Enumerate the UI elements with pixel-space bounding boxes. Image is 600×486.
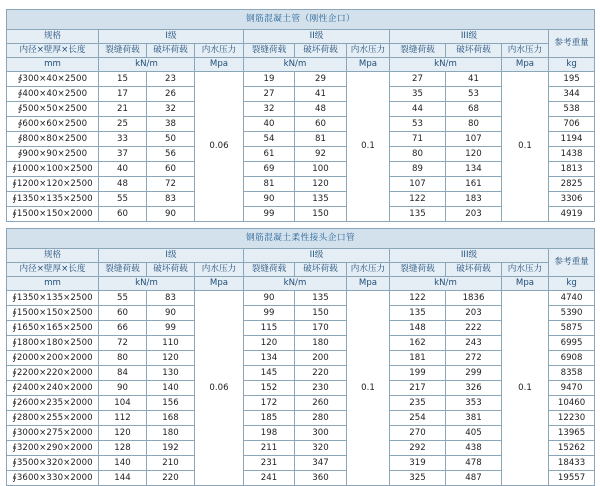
crack-load-cell: 134 [244,351,295,366]
failure-load-header: 破坏荷载 [446,263,502,277]
spec-cell: ∮1800×180×2500 [7,336,99,351]
crack-load-cell: 44 [390,102,446,117]
crack-load-header: 裂缝荷载 [390,263,446,277]
crack-load-cell: 145 [244,366,295,381]
crack-load-cell: 270 [390,426,446,441]
crack-load-cell: 72 [99,336,147,351]
failure-load-cell: 41 [295,87,347,102]
failure-load-cell: 326 [446,381,502,396]
water-pressure-cell: 0.06 [195,72,244,222]
spec-cell: ∮600×60×2500 [7,117,99,132]
failure-load-cell: 272 [446,351,502,366]
weight-cell: 18433 [549,456,595,471]
failure-load-cell: 53 [446,87,502,102]
weight-cell: 1438 [549,147,595,162]
crack-load-cell: 71 [390,132,446,147]
crack-load-cell: 90 [244,291,295,306]
failure-load-header: 破坏荷载 [446,44,502,58]
failure-load-cell: 120 [446,147,502,162]
spec-cell: ∮1000×100×2500 [7,162,99,177]
weight-cell: 706 [549,117,595,132]
water-pressure-header: 内水压力 [195,263,244,277]
failure-load-cell: 353 [446,396,502,411]
failure-load-cell: 156 [147,396,195,411]
failure-load-cell: 26 [147,87,195,102]
spec-cell: ∮900×90×2500 [7,147,99,162]
crack-load-cell: 27 [390,72,446,87]
ref-weight-header: 参考重量 [549,30,595,58]
crack-load-cell: 48 [99,177,147,192]
failure-load-cell: 68 [446,102,502,117]
failure-load-cell: 168 [147,411,195,426]
crack-load-cell: 55 [99,192,147,207]
level-3-header: III级 [390,30,549,44]
water-pressure-header: 内水压力 [502,44,549,58]
weight-cell: 344 [549,87,595,102]
crack-load-cell: 61 [244,147,295,162]
mpa-unit: Mpa [502,277,549,291]
failure-load-header: 破坏荷载 [147,263,195,277]
crack-load-cell: 40 [244,117,295,132]
failure-load-cell: 200 [295,351,347,366]
weight-cell: 4919 [549,207,595,222]
level-3-header: III级 [390,249,549,263]
weight-cell: 538 [549,102,595,117]
mpa-unit: Mpa [347,277,390,291]
crack-load-cell: 235 [390,396,446,411]
crack-load-cell: 19 [244,72,295,87]
spec-cell: ∮1650×165×2500 [7,321,99,336]
crack-load-cell: 17 [99,87,147,102]
crack-load-cell: 27 [244,87,295,102]
crack-load-cell: 37 [99,147,147,162]
failure-load-cell: 1836 [446,291,502,306]
failure-load-cell: 92 [295,147,347,162]
failure-load-cell: 405 [446,426,502,441]
kn-unit: kN/m [390,277,502,291]
crack-load-cell: 53 [390,117,446,132]
failure-load-cell: 170 [295,321,347,336]
weight-cell: 12230 [549,411,595,426]
crack-load-cell: 181 [390,351,446,366]
failure-load-cell: 347 [295,456,347,471]
spec-header: 规格 [7,30,99,44]
spec-cell: ∮1500×150×2500 [7,306,99,321]
failure-load-cell: 130 [147,366,195,381]
failure-load-cell: 243 [446,336,502,351]
crack-load-cell: 148 [390,321,446,336]
weight-cell: 5390 [549,306,595,321]
spec-cell: ∮2600×235×2000 [7,396,99,411]
crack-load-cell: 241 [244,471,295,486]
failure-load-cell: 100 [295,162,347,177]
failure-load-cell: 107 [446,132,502,147]
weight-cell: 2825 [549,177,595,192]
water-pressure-header: 内水压力 [347,44,390,58]
failure-load-cell: 222 [446,321,502,336]
crack-load-cell: 128 [99,441,147,456]
crack-load-cell: 80 [390,147,446,162]
failure-load-cell: 135 [295,192,347,207]
crack-load-cell: 319 [390,456,446,471]
failure-load-cell: 83 [147,291,195,306]
table-row [7,72,595,87]
failure-load-cell: 72 [147,177,195,192]
level-2-header: II级 [244,249,390,263]
failure-load-cell: 381 [446,411,502,426]
crack-load-cell: 199 [390,366,446,381]
mm-unit: mm [7,277,99,291]
failure-load-cell: 180 [295,336,347,351]
crack-load-cell: 99 [244,207,295,222]
failure-load-header: 破坏荷载 [295,263,347,277]
crack-load-cell: 172 [244,396,295,411]
crack-load-cell: 115 [244,321,295,336]
crack-load-cell: 122 [390,291,446,306]
crack-load-cell: 120 [244,336,295,351]
failure-load-cell: 210 [147,456,195,471]
crack-load-cell: 60 [99,207,147,222]
crack-load-cell: 80 [99,351,147,366]
crack-load-cell: 99 [244,306,295,321]
failure-load-cell: 135 [295,291,347,306]
failure-load-header: 破坏荷载 [295,44,347,58]
weight-cell: 13965 [549,426,595,441]
failure-load-cell: 438 [446,441,502,456]
table-title: 钢筋混凝土柔性接头企口管 [7,229,595,249]
crack-load-cell: 66 [99,321,147,336]
water-pressure-cell: 0.1 [347,72,390,222]
crack-load-cell: 120 [99,426,147,441]
failure-load-cell: 220 [147,471,195,486]
crack-load-cell: 104 [99,396,147,411]
weight-cell: 1813 [549,162,595,177]
failure-load-cell: 487 [446,471,502,486]
weight-cell: 10460 [549,396,595,411]
crack-load-cell: 211 [244,441,295,456]
mpa-unit: Mpa [502,58,549,72]
failure-load-cell: 32 [147,102,195,117]
water-pressure-header: 内水压力 [195,44,244,58]
mpa-unit: Mpa [195,58,244,72]
level-1-header: I级 [99,30,244,44]
failure-load-cell: 60 [147,162,195,177]
failure-load-cell: 192 [147,441,195,456]
failure-load-cell: 203 [446,207,502,222]
spec-cell: ∮3200×290×2000 [7,441,99,456]
crack-load-cell: 112 [99,411,147,426]
failure-load-cell: 260 [295,396,347,411]
kn-unit: kN/m [244,58,347,72]
crack-load-cell: 84 [99,366,147,381]
failure-load-cell: 90 [147,306,195,321]
crack-load-cell: 55 [99,291,147,306]
mpa-unit: Mpa [347,58,390,72]
failure-load-cell: 299 [446,366,502,381]
crack-load-cell: 162 [390,336,446,351]
spec-cell: ∮3000×275×2000 [7,426,99,441]
kg-unit: kg [549,277,595,291]
failure-load-cell: 23 [147,72,195,87]
failure-load-cell: 300 [295,426,347,441]
size-header: 内径×壁厚×长度 [7,263,99,277]
crack-load-header: 裂缝荷载 [99,263,147,277]
failure-load-cell: 360 [295,471,347,486]
crack-load-cell: 122 [390,192,446,207]
failure-load-cell: 56 [147,147,195,162]
crack-load-header: 裂缝荷载 [244,44,295,58]
spec-cell: ∮1350×135×2500 [7,192,99,207]
weight-cell: 19557 [549,471,595,486]
kn-unit: kN/m [99,277,195,291]
crack-load-cell: 231 [244,456,295,471]
spec-cell: ∮400×40×2500 [7,87,99,102]
level-2-header: II级 [244,30,390,44]
crack-load-cell: 135 [390,207,446,222]
spec-cell: ∮3500×320×2000 [7,456,99,471]
spec-cell: ∮1500×150×2000 [7,207,99,222]
crack-load-cell: 292 [390,441,446,456]
failure-load-cell: 120 [295,177,347,192]
failure-load-cell: 180 [147,426,195,441]
flexible-joint-pipe-table [6,228,595,486]
crack-load-cell: 69 [244,162,295,177]
spec-cell: ∮2000×200×2000 [7,351,99,366]
crack-load-header: 裂缝荷载 [99,44,147,58]
water-pressure-cell: 0.1 [502,72,549,222]
weight-cell: 6995 [549,336,595,351]
failure-load-cell: 29 [295,72,347,87]
failure-load-header: 破坏荷载 [147,44,195,58]
weight-cell: 9470 [549,381,595,396]
crack-load-cell: 254 [390,411,446,426]
spec-cell: ∮1200×120×2500 [7,177,99,192]
water-pressure-header: 内水压力 [502,263,549,277]
crack-load-header: 裂缝荷载 [390,44,446,58]
weight-cell: 6908 [549,351,595,366]
failure-load-cell: 81 [295,132,347,147]
failure-load-cell: 38 [147,117,195,132]
crack-load-cell: 32 [244,102,295,117]
weight-cell: 3306 [549,192,595,207]
crack-load-cell: 90 [99,381,147,396]
water-pressure-cell: 0.1 [347,291,390,486]
crack-load-cell: 135 [390,306,446,321]
spec-cell: ∮2800×255×2000 [7,411,99,426]
weight-cell: 4740 [549,291,595,306]
failure-load-cell: 134 [446,162,502,177]
water-pressure-cell: 0.06 [195,291,244,486]
spec-cell: ∮2400×240×2000 [7,381,99,396]
water-pressure-header: 内水压力 [347,263,390,277]
failure-load-cell: 48 [295,102,347,117]
rigid-pipe-table [6,9,595,222]
failure-load-cell: 150 [295,306,347,321]
crack-load-cell: 33 [99,132,147,147]
ref-weight-header: 参考重量 [549,249,595,277]
failure-load-cell: 99 [147,321,195,336]
mm-unit: mm [7,58,99,72]
crack-load-cell: 21 [99,102,147,117]
kg-unit: kg [549,58,595,72]
failure-load-cell: 41 [446,72,502,87]
crack-load-cell: 54 [244,132,295,147]
water-pressure-cell: 0.1 [502,291,549,486]
crack-load-cell: 185 [244,411,295,426]
crack-load-cell: 89 [390,162,446,177]
weight-cell: 8358 [549,366,595,381]
spec-cell: ∮800×80×2500 [7,132,99,147]
size-header: 内径×壁厚×长度 [7,44,99,58]
failure-load-cell: 478 [446,456,502,471]
failure-load-cell: 90 [147,207,195,222]
failure-load-cell: 161 [446,177,502,192]
table-row [7,291,595,306]
failure-load-cell: 50 [147,132,195,147]
failure-load-cell: 140 [147,381,195,396]
table-title: 钢筋混凝土管（刚性企口） [7,10,595,30]
failure-load-cell: 230 [295,381,347,396]
failure-load-cell: 80 [446,117,502,132]
weight-cell: 1194 [549,132,595,147]
failure-load-cell: 220 [295,366,347,381]
kn-unit: kN/m [390,58,502,72]
crack-load-cell: 15 [99,72,147,87]
weight-cell: 195 [549,72,595,87]
crack-load-cell: 217 [390,381,446,396]
crack-load-cell: 35 [390,87,446,102]
crack-load-cell: 198 [244,426,295,441]
crack-load-cell: 140 [99,456,147,471]
crack-load-cell: 107 [390,177,446,192]
level-1-header: I级 [99,249,244,263]
spec-cell: ∮1350×135×2500 [7,291,99,306]
failure-load-cell: 60 [295,117,347,132]
failure-load-cell: 83 [147,192,195,207]
crack-load-cell: 81 [244,177,295,192]
spec-cell: ∮500×50×2500 [7,102,99,117]
spec-cell: ∮3600×330×2000 [7,471,99,486]
crack-load-cell: 60 [99,306,147,321]
weight-cell: 5875 [549,321,595,336]
failure-load-cell: 203 [446,306,502,321]
failure-load-cell: 280 [295,411,347,426]
weight-cell: 15262 [549,441,595,456]
kn-unit: kN/m [244,277,347,291]
failure-load-cell: 110 [147,336,195,351]
crack-load-header: 裂缝荷载 [244,263,295,277]
failure-load-cell: 183 [446,192,502,207]
spec-cell: ∮300×40×2500 [7,72,99,87]
crack-load-cell: 25 [99,117,147,132]
kn-unit: kN/m [99,58,195,72]
crack-load-cell: 325 [390,471,446,486]
spec-header: 规格 [7,249,99,263]
mpa-unit: Mpa [195,277,244,291]
spec-cell: ∮2200×220×2000 [7,366,99,381]
failure-load-cell: 120 [147,351,195,366]
failure-load-cell: 320 [295,441,347,456]
crack-load-cell: 144 [99,471,147,486]
failure-load-cell: 150 [295,207,347,222]
crack-load-cell: 152 [244,381,295,396]
crack-load-cell: 90 [244,192,295,207]
crack-load-cell: 40 [99,162,147,177]
